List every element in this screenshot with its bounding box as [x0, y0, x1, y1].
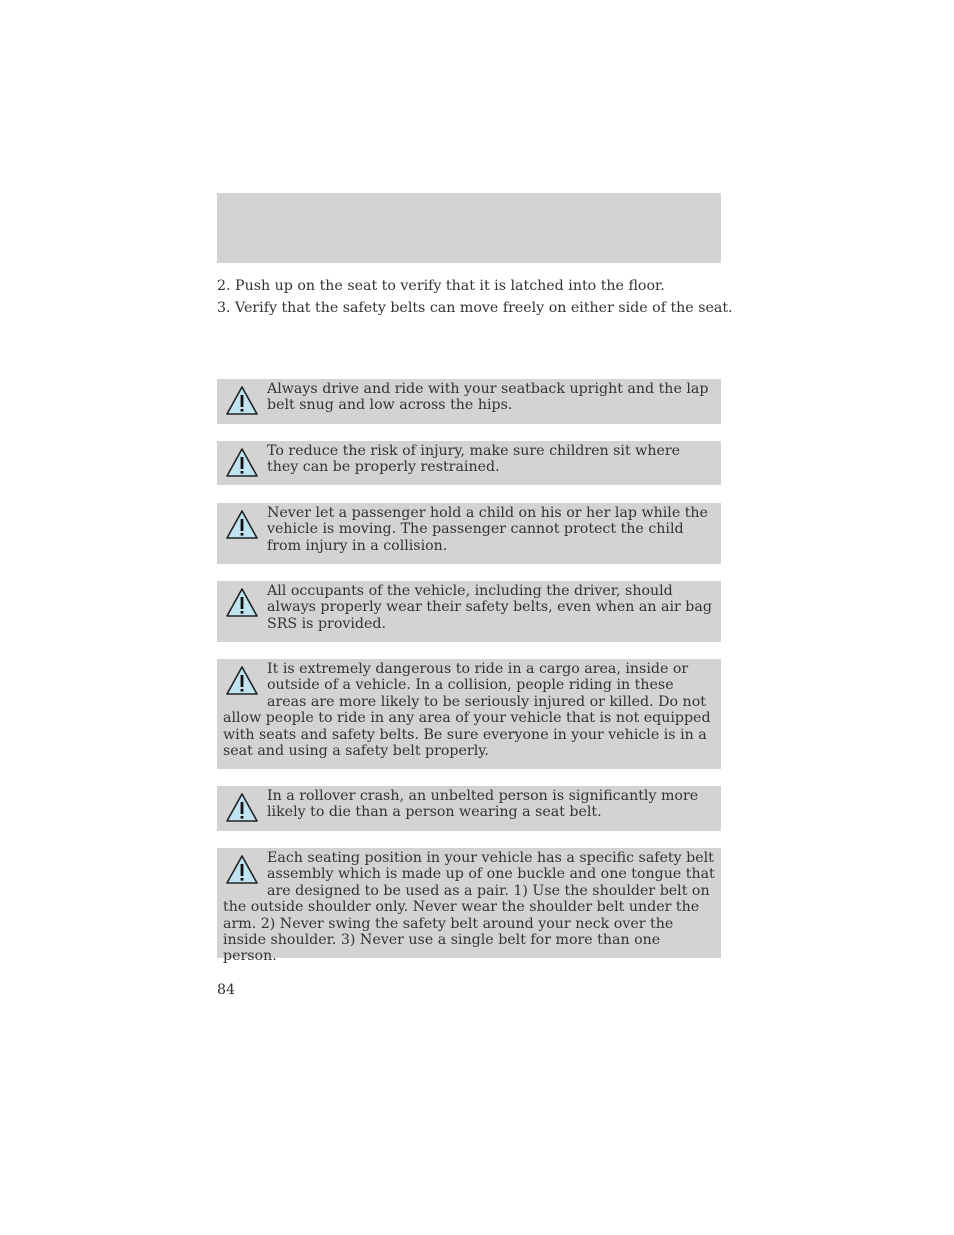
- steps-list: [217, 275, 737, 319]
- warning-text: It is extremely dangerous to ride in a cargo area, inside or outside of a vehicle. In a collision, people riding in these areas are more likely to be seriously injured or killed. Do not allow people to ride in any area of your vehicle that is not equipped with seats and safety belts. Be sure everyone in your vehicle is in a seat and using a safety belt properly.: [223, 661, 711, 760]
- warning-triangle-icon: [225, 509, 259, 541]
- warning-box: [217, 441, 721, 485]
- page-number: 84: [217, 982, 236, 998]
- warning-text: Never let a passenger hold a child on his or her lap while the vehicle is moving. The passenger cannot protect the child from injury in a collision.: [267, 505, 708, 554]
- warning-triangle-icon: [225, 854, 259, 886]
- step-3: 3. Verify that the safety belts can move freely on either side of the seat.: [217, 300, 733, 316]
- warning-box: [217, 503, 721, 564]
- warning-box: [217, 786, 721, 831]
- warning-triangle-icon: [225, 792, 259, 824]
- header-band: [217, 193, 721, 263]
- warning-text: All occupants of the vehicle, including the driver, should always properly wear their safety belts, even when an air bag SRS is provided.: [267, 583, 712, 632]
- warning-box: [217, 581, 721, 642]
- warning-text: Each seating position in your vehicle has a specific safety belt assembly which is made up of one buckle and one tongue that are designed to be used as a pair. 1) Use the shoulder belt on the outside shoulder only. Never wear the shoulder belt under the arm. 2) Never swing the safety belt around your neck over the inside shoulder. 3) Never use a single belt for more than one person.: [223, 850, 715, 965]
- warning-triangle-icon: [225, 447, 259, 479]
- warning-box: [217, 848, 721, 965]
- warning-triangle-icon: [225, 587, 259, 619]
- step-2: 2. Push up on the seat to verify that it is latched into the floor.: [217, 278, 665, 294]
- warning-text: Always drive and ride with your seatback upright and the lap belt snug and low across the hips.: [267, 381, 709, 414]
- warning-box: [217, 379, 721, 424]
- warning-triangle-icon: [225, 385, 259, 417]
- warning-triangle-icon: [225, 665, 259, 697]
- warning-text: In a rollover crash, an unbelted person is significantly more likely to die than a person wearing a seat belt.: [267, 788, 699, 821]
- warning-text: To reduce the risk of injury, make sure children sit where they can be properly restrained.: [267, 443, 681, 476]
- warning-box: [217, 659, 721, 769]
